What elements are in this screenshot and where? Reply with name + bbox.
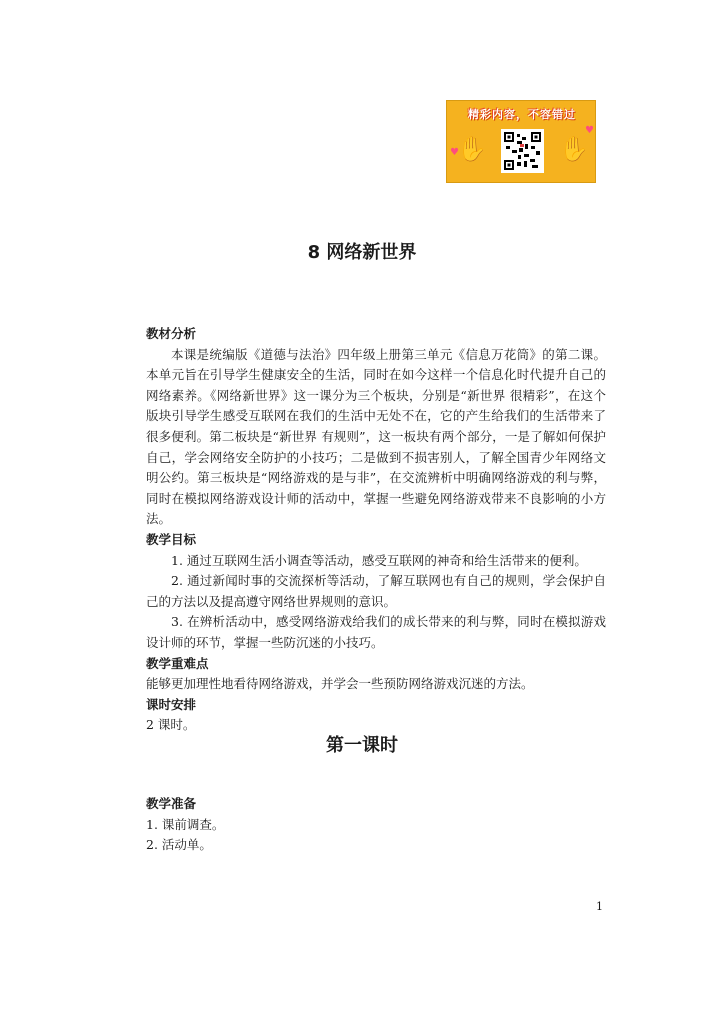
page-title: 8 网络新世界 <box>307 242 417 263</box>
lesson-overview <box>146 324 606 736</box>
page-number: 1 <box>596 900 603 913</box>
promo-banner[interactable] <box>446 100 596 183</box>
key-points-heading: 教学重难点 <box>146 655 209 671</box>
heart-icon: ♥ <box>450 147 459 158</box>
clapping-hands-icon: ✋ <box>559 135 589 163</box>
qr-code-icon[interactable] <box>501 129 544 173</box>
lesson-preparation <box>146 794 606 856</box>
goal-item: 1. 通过互联网生活小调查等活动，感受互联网的神奇和给生活带来的便利。 <box>171 552 587 568</box>
heart-icon: ♥ <box>585 125 594 136</box>
goal-item: 3. 在辨析活动中，感受网络游戏给我们的成长带来的利与弊，同时在模拟游戏设计师的环节，掌握一些防沉迷的小技巧。 <box>146 614 606 650</box>
schedule-text: 2 课时。 <box>146 717 196 733</box>
prep-heading: 教学准备 <box>146 796 197 811</box>
goals-heading: 教学目标 <box>146 531 197 547</box>
analysis-heading: 教材分析 <box>146 326 197 341</box>
prep-item: 1. 课前调查。 <box>146 816 225 832</box>
banner-title: 精彩内容，不容错过 <box>468 108 576 121</box>
clapping-hands-icon: ✋ <box>457 135 487 163</box>
prep-item: 2. 活动单。 <box>146 837 212 853</box>
key-points-paragraph: 能够更加理性地看待网络游戏，并学会一些预防网络游戏沉迷的方法。 <box>146 676 534 692</box>
goal-item: 2. 通过新闻时事的交流探析等活动，了解互联网也有自己的规则，学会保护自己的方法以及提高遵守网络世界规则的意识。 <box>146 573 606 609</box>
analysis-paragraph: 本课是统编版《道德与法治》四年级上册第三单元《信息万花筒》的第二课。本单元旨在引导学生健康安全的生活，同时在如今这样一个信息化时代提升自己的网络素养。《网络新世界》这一课分为三个板块，分别是“新世界 很精彩”，在这个版块引导学生感受互联网在我们的生活中无处不在，它的产生给我们的生活带来了很多便利。第二板块是“新世界 有规则”，这一板块有两个部分，一是了解如何保护自己，学会网络安全防护的小技巧；二是做到不损害别人，了解全国青少年网络文明公约。第三板块是“网络游戏的是与非”，在交流辨析中明确网络游戏的利与弊，同时在模拟网络游戏设计师的活动中，掌握一些避免网络游戏带来不良影响的小方法。 <box>146 346 606 527</box>
schedule-heading: 课时安排 <box>146 696 197 712</box>
lesson-title: 第一课时 <box>326 735 398 756</box>
